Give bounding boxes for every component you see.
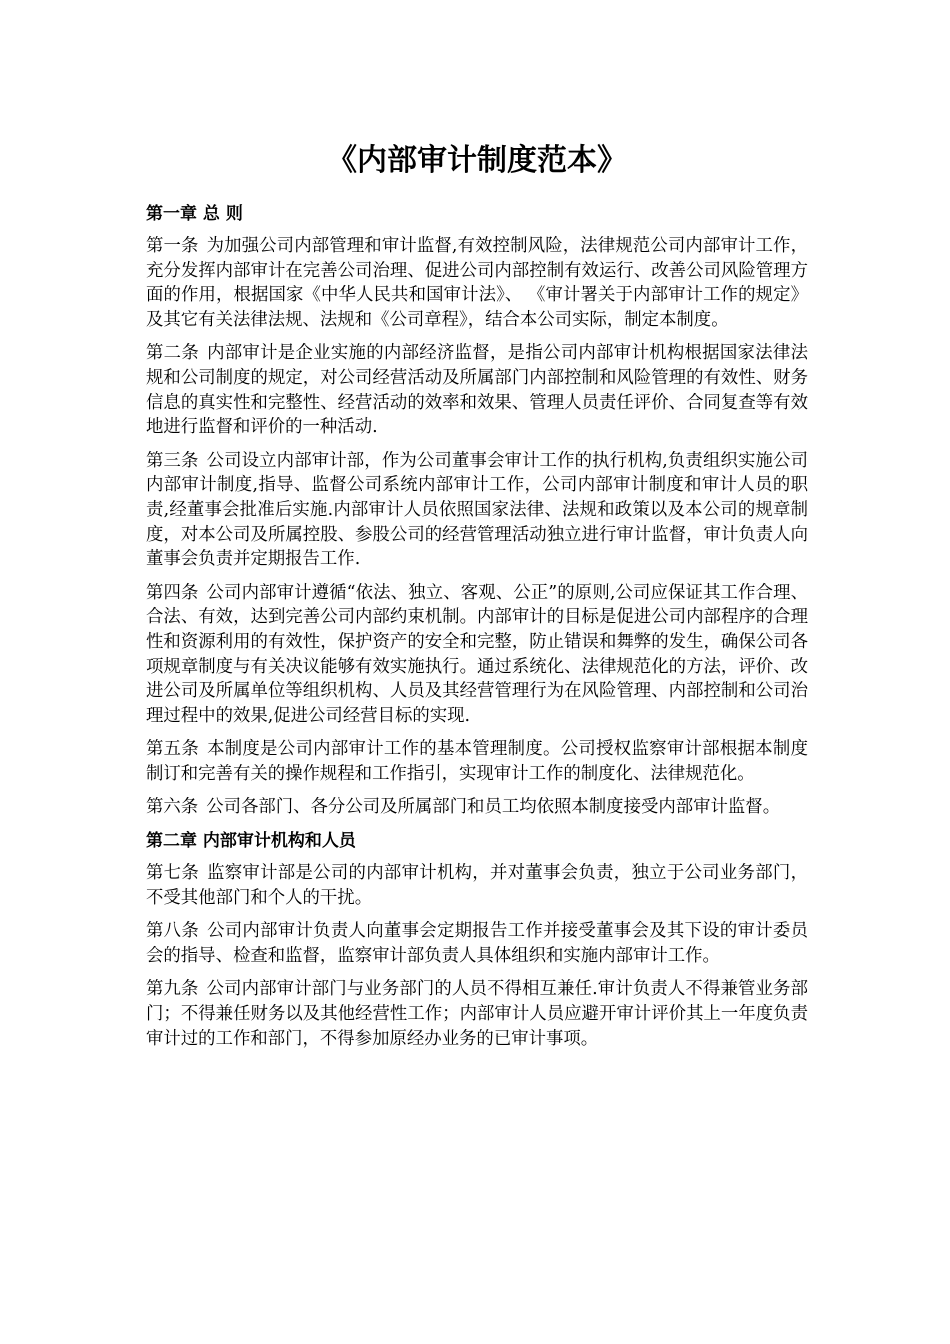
chapter-1: [146, 202, 808, 820]
article-number: 第六条: [146, 797, 199, 818]
article-number: 第九条: [146, 979, 199, 1000]
article-7: [146, 861, 808, 910]
article-1: [146, 234, 808, 332]
article-number: 第五条: [146, 739, 200, 760]
article-text: 公司设立内部审计部，作为公司董事会审计工作的执行机构,负责组织实施公司内部审计制度,指导、监督公司系统内部审计工作，公司内部审计制度和审计人员的职责,经董事会批准后实施.内部审计人员依照国家法律、法规和政策以及本公司的规章制度，对本公司及所属控股、参股公司的经营管理活动独立进行审计监督，审计负责人向董事会负责并定期报告工作.: [146, 450, 808, 570]
article-text: 公司内部审计负责人向董事会定期报告工作并接受董事会及其下设的审计委员会的指导、检查和监督，监察审计部负责人具体组织和实施内部审计工作。: [146, 921, 808, 966]
article-5: [146, 737, 808, 786]
article-text: 公司内部审计遵循“依法、独立、客观、公正”的原则,公司应保证其工作合理、合法、有效，达到完善公司内部约束机制。内部审计的目标是促进公司内部程序的合理性和资源利用的有效性，保护资产的安全和完整，防止错误和舞弊的发生，确保公司各项规章制度与有关决议能够有效实施执行。通过系统化、法律规范化的方法，评价、改进公司及所属单位等组织机构、人员及其经营管理行为在风险管理、内部控制和公司治理过程中的效果,促进公司经营目标的实现.: [146, 582, 808, 726]
chapter-heading: 第二章 内部审计机构和人员: [146, 831, 356, 852]
article-text: 监察审计部是公司的内部审计机构，并对董事会负责，独立于公司业务部门，不受其他部门和个人的干扰。: [146, 863, 808, 908]
document-page: [146, 140, 808, 1060]
article-9: [146, 977, 808, 1051]
article-6: [146, 795, 808, 820]
article-number: 第三条: [146, 450, 199, 471]
article-text: 本制度是公司内部审计工作的基本管理制度。公司授权监察审计部根据本制度制订和完善有关的操作规程和工作指引，实现审计工作的制度化、法律规范化。: [146, 739, 808, 784]
document-title: 《内部审计制度范本》: [327, 143, 627, 178]
article-text: 内部审计是企业实施的内部经济监督，是指公司内部审计机构根据国家法律法规和公司制度的规定，对公司经营活动及所属部门内部控制和风险管理的有效性、财务信息的真实性和完整性、经营活动的效率和效果、管理人员责任评价、合同复查等有效地进行监督和评价的一种活动.: [146, 343, 808, 438]
chapter-heading: 第一章 总 则: [146, 204, 243, 224]
article-8: [146, 919, 808, 968]
article-number: 第一条: [146, 236, 199, 256]
article-4: [146, 581, 808, 729]
article-3: [146, 449, 808, 572]
article-2: [146, 341, 808, 439]
article-text: 公司各部门、各分公司及所属部门和员工均依照本制度接受内部审计监督。: [206, 797, 781, 818]
article-number: 第二条: [146, 343, 200, 364]
article-number: 第七条: [146, 863, 200, 884]
article-text: 公司内部审计部门与业务部门的人员不得相互兼任.审计负责人不得兼管业务部门；不得兼任财务以及其他经营性工作；内部审计人员应避开审计评价其上一年度负责审计过的工作和部门，不得参加原经办业务的已审计事项。: [146, 979, 808, 1049]
article-number: 第八条: [146, 921, 200, 942]
article-number: 第四条: [146, 582, 199, 603]
article-text: 为加强公司内部管理和审计监督,有效控制风险，法律规范公司内部审计工作，充分发挥内部审计在完善公司治理、促进公司内部控制有效运行、改善公司风险管理方面的作用，根据国家《中华人民共和国审计法》、 《审计署关于内部审计工作的规定》及其它有关法律法规、法规和《公司章程》，结合本公司实际，制定本制度。: [146, 236, 808, 330]
chapter-2: [146, 829, 808, 1051]
